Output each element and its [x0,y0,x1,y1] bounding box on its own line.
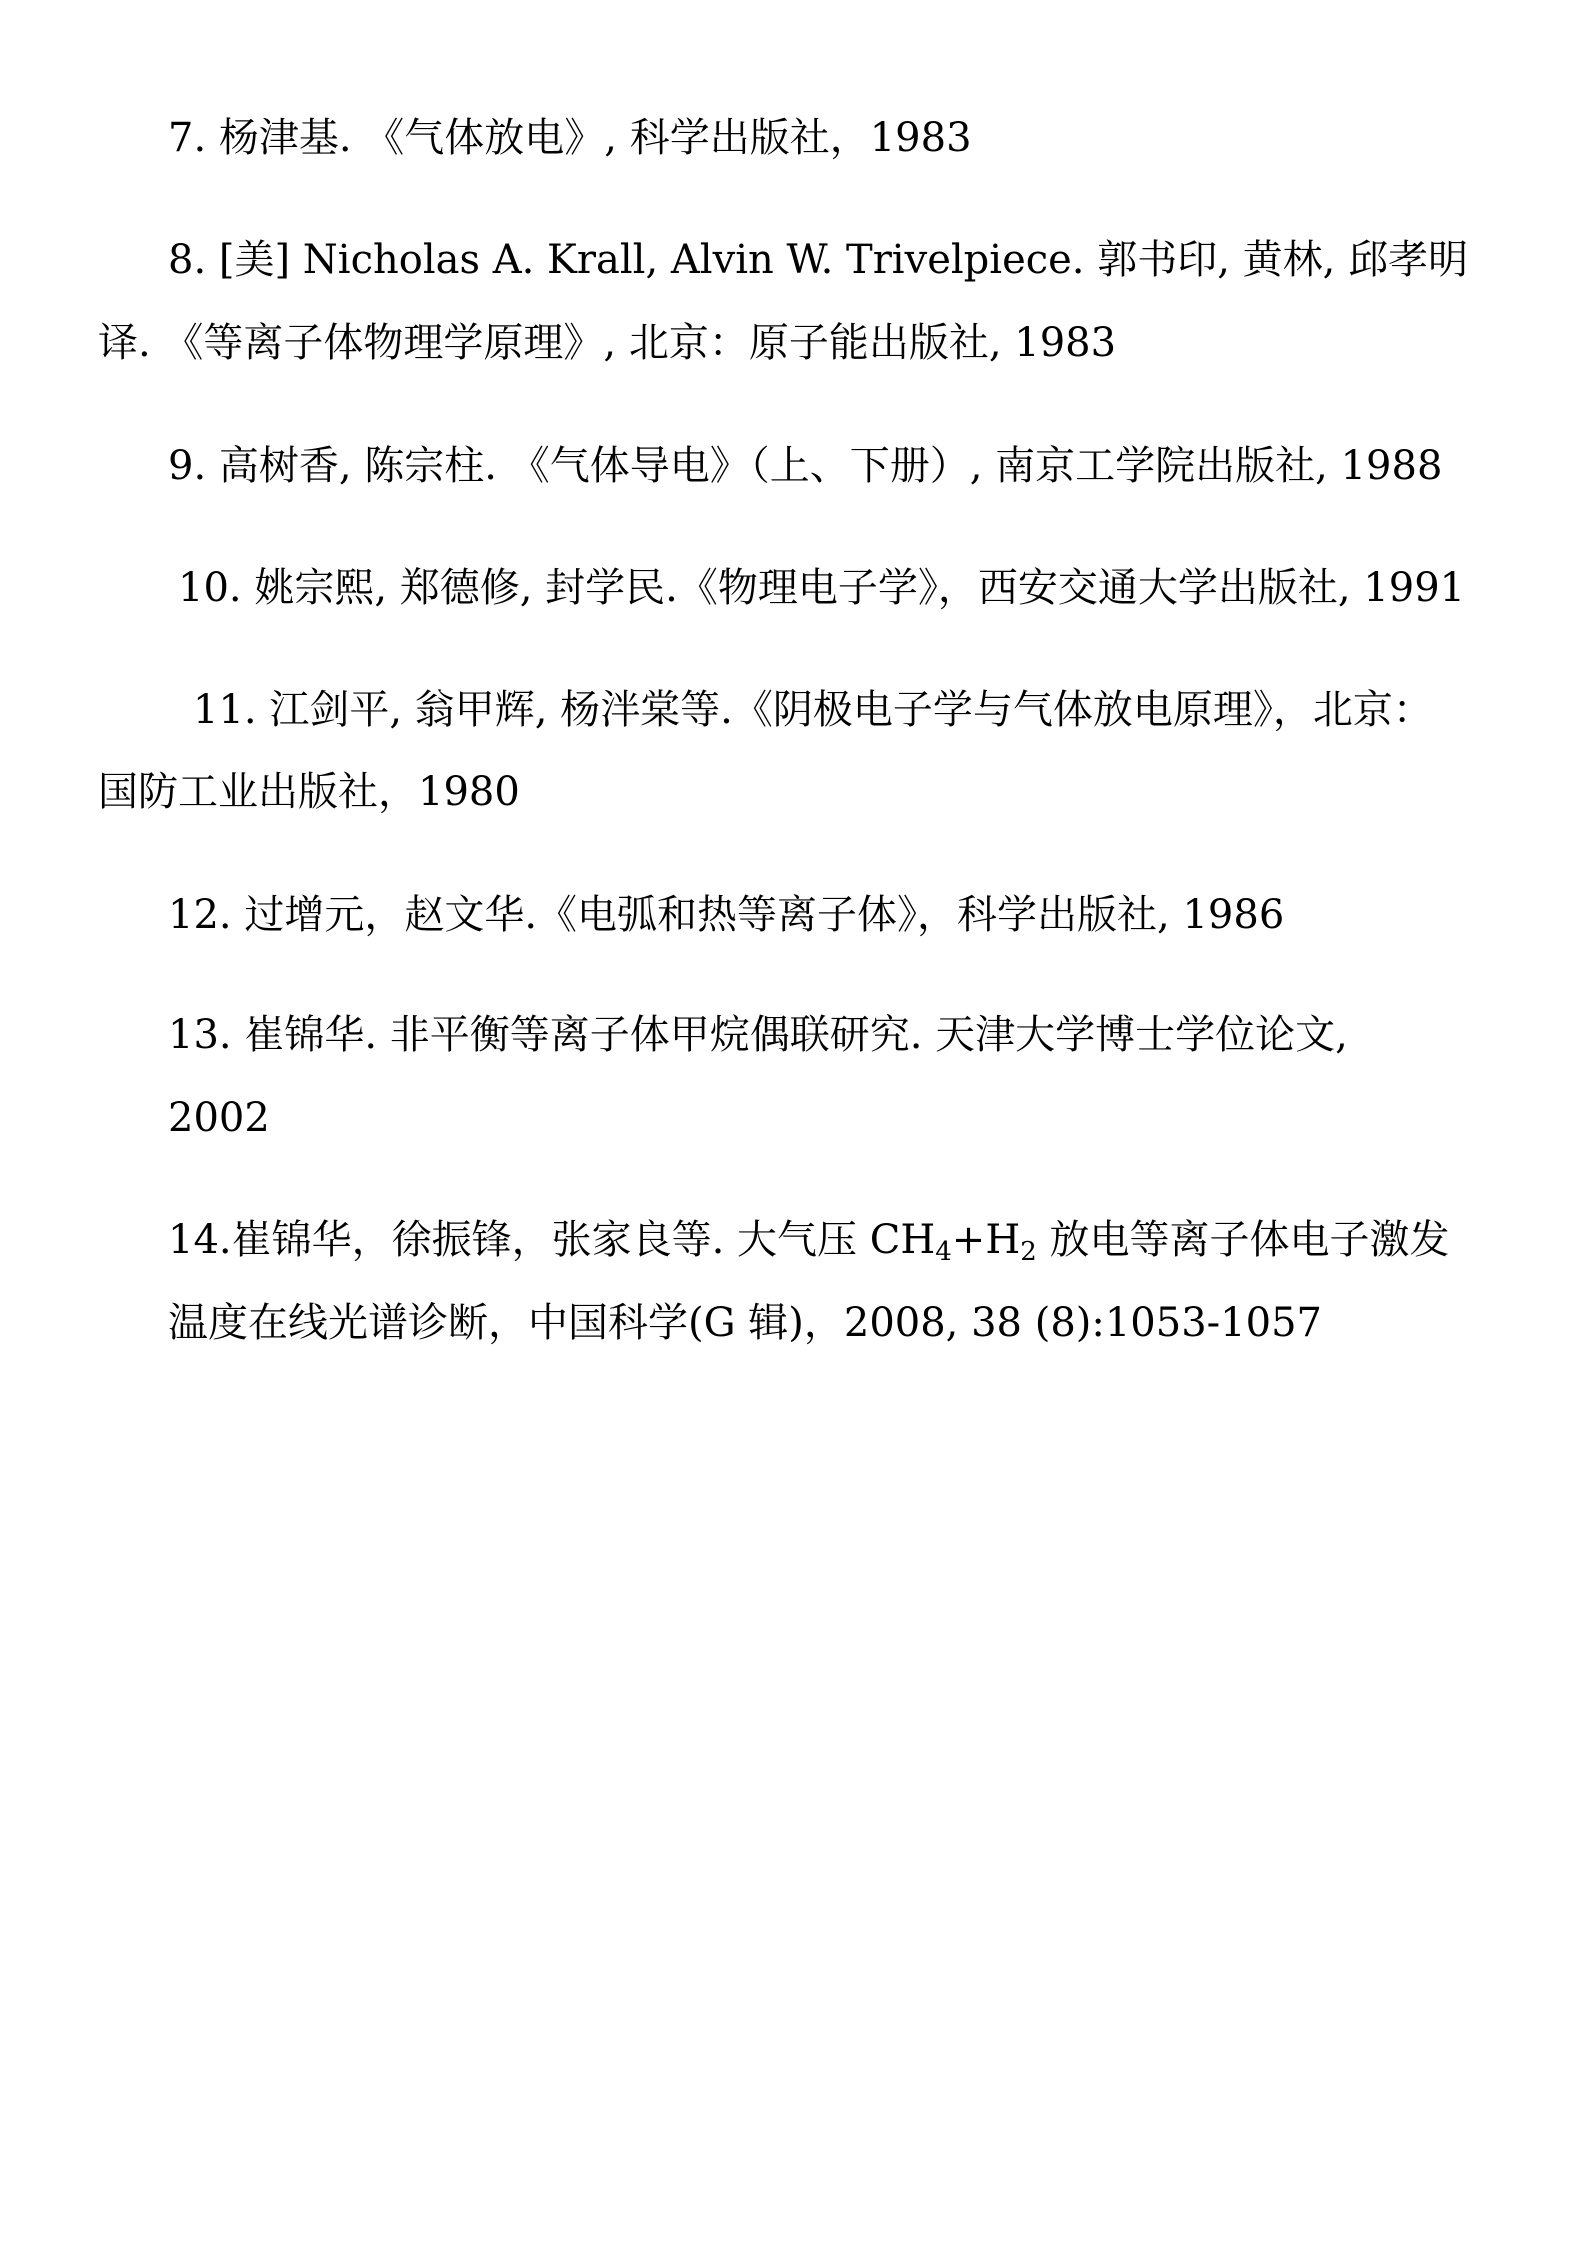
reference-14-continued [168,1273,1322,1373]
reference-14-line-2: 温度在线光谱诊断，中国科学(G 辑)，2008, 38 (8):1053-1057 [168,1300,1322,1346]
reference-14-line-1-part-2: +H [951,1217,1021,1263]
reference-8-line-2: 译. 《等离子体物理学原理》, 北京：原子能出版社, 1983 [98,320,1117,366]
reference-7-line-1: 7. 杨津基. 《气体放电》, 科学出版社，1983 [168,115,972,161]
reference-11-line-2: 国防工业出版社，1980 [98,769,520,815]
reference-11-line-1: 11. 江剑平, 翁甲辉, 杨泮棠等.《阴极电子学与气体放电原理》，北京： [193,687,1433,733]
reference-14-line-1-part-1: 14.崔锦华，徐振锋，张家良等. 大气压 CH [168,1217,936,1263]
reference-13-continued [168,1068,270,1168]
reference-14-line-1-part-3: 放电等离子体电子激发 [1036,1217,1450,1263]
reference-13 [168,985,1348,1085]
reference-10-line-1: 10. 姚宗熙, 郑德修, 封学民.《物理电子学》，西安交通大学出版社, 1991 [178,565,1466,611]
reference-8-continued [98,293,1116,393]
reference-13-line-2: 2002 [168,1095,270,1141]
reference-9 [168,416,1442,516]
subscript-4: 4 [935,1237,952,1267]
reference-12 [168,865,1284,965]
subscript-2: 2 [1020,1237,1037,1267]
reference-9-line-1: 9. 高树香, 陈宗柱. 《气体导电》（上、下册）, 南京工学院出版社, 1988 [168,443,1443,489]
reference-7 [168,88,972,188]
reference-10 [178,538,1465,638]
reference-8-line-1: 8. [美] Nicholas A. Krall, Alvin W. Trivelpiece. 郭书印, 黄林, 邱孝明 [168,237,1469,283]
reference-12-line-1: 12. 过增元，赵文华.《电弧和热等离子体》，科学出版社, 1986 [168,892,1285,938]
reference-11-continued [98,742,520,842]
reference-13-line-1: 13. 崔锦华. 非平衡等离子体甲烷偶联研究. 天津大学博士学位论文, [168,1012,1348,1058]
